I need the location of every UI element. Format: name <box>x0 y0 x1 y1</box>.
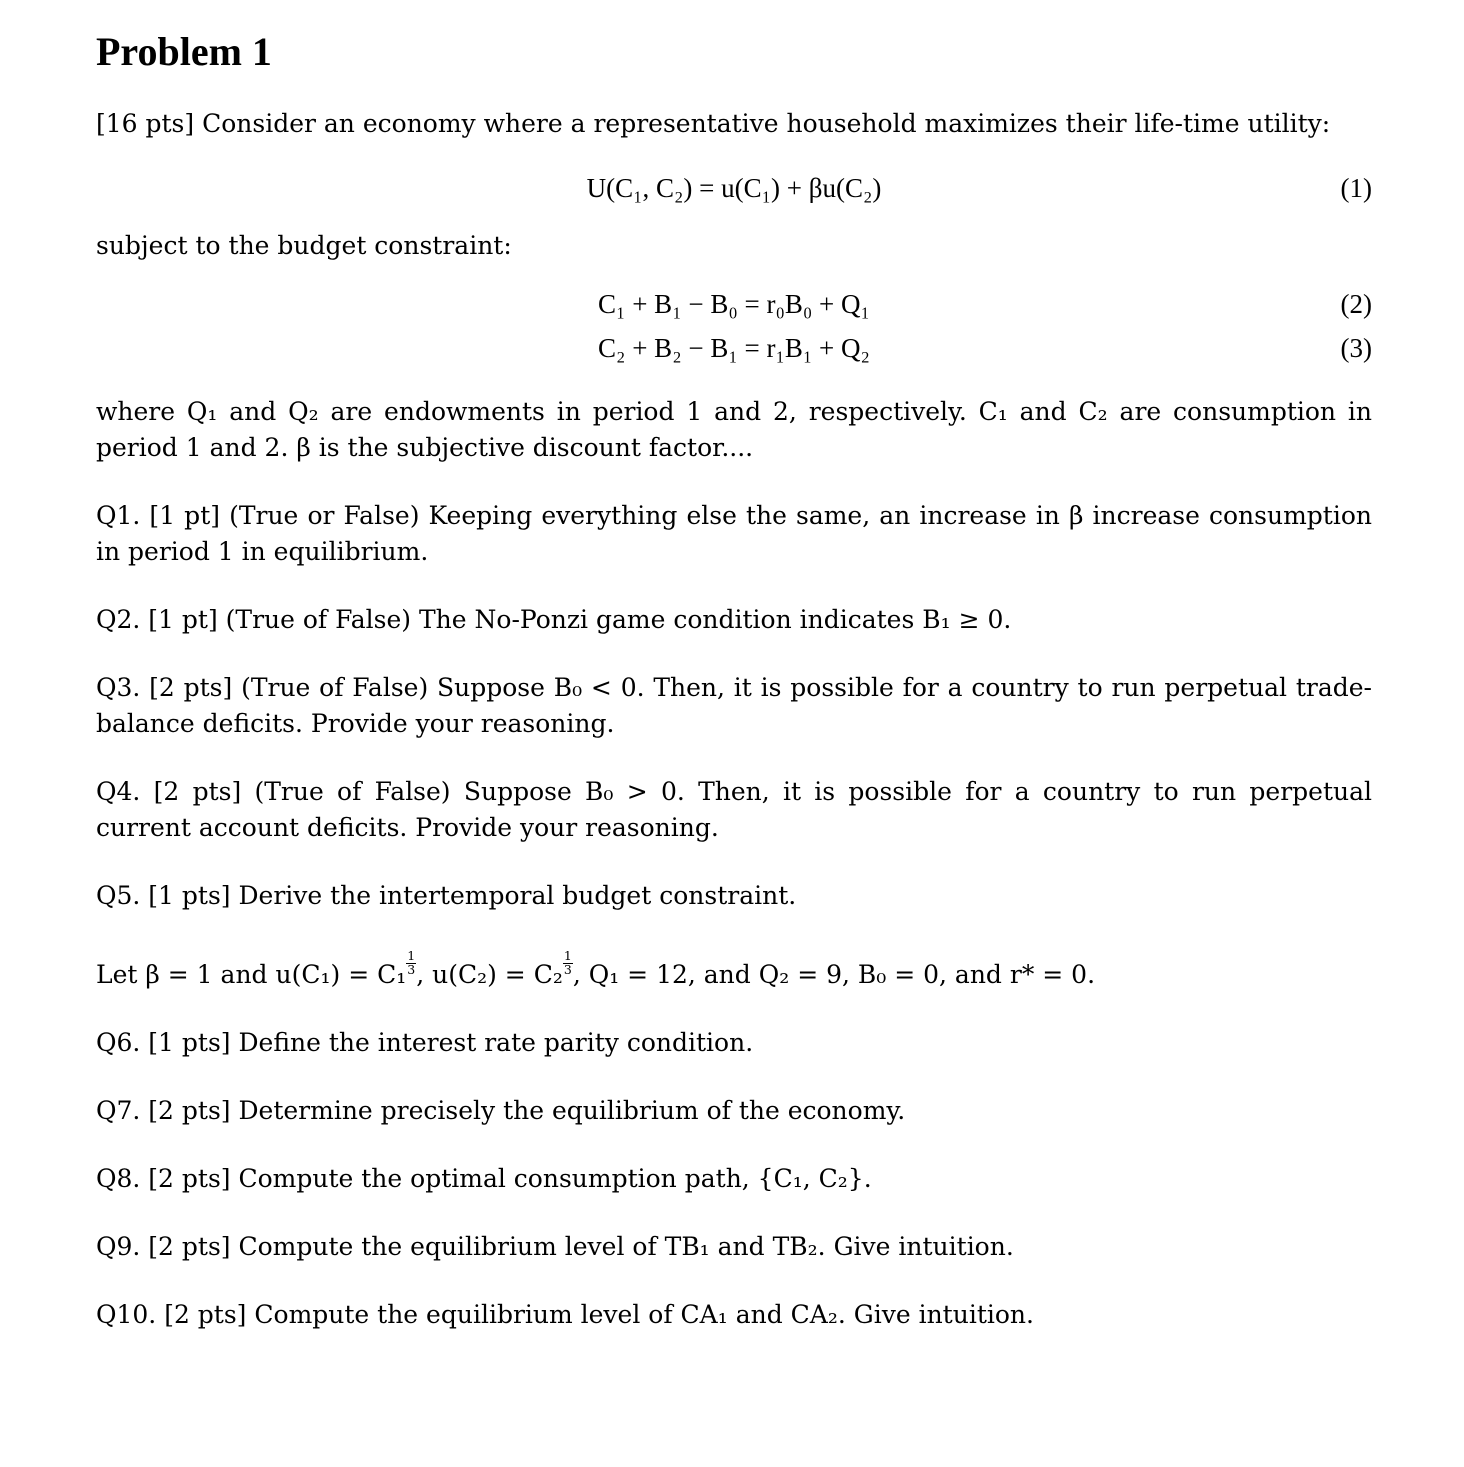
equation-2-number: (2) <box>1340 289 1372 319</box>
equation-1 <box>96 166 1372 210</box>
let-assumptions <box>96 950 1372 993</box>
equation-1-number: (1) <box>1340 173 1372 203</box>
question-1: Q1. [1 pt] (True or False) Keeping everything else the same, an increase in β increase consumption in period 1 in equilibrium. <box>96 501 1372 566</box>
question-4: Q4. [2 pts] (True of False) Suppose B₀ > 0. Then, it is possible for a country to run perpetual current account deficits. Provide your reasoning. <box>96 777 1372 842</box>
equation-2-expression: C₁ + B₁ − B₀ = r₀B₀ + Q₁ <box>598 289 870 319</box>
question-7: Q7. [2 pts] Determine precisely the equilibrium of the economy. <box>96 1095 906 1125</box>
budget-constraint-equations <box>96 282 1372 370</box>
exponent-fraction-1: $\frac{1}{3}$ <box>407 948 416 977</box>
question-2: Q2. [1 pt] (True of False) The No-Ponzi game condition indicates B₁ ≥ 0. <box>96 605 1012 634</box>
question-9: Q9. [2 pts] Compute the equilibrium level of TB₁ and TB₂. Give intuition. <box>96 1231 1014 1261</box>
question-10: Q10. [2 pts] Compute the equilibrium level of CA₁ and CA₂. Give intuition. <box>96 1299 1034 1329</box>
where-paragraph: where Q₁ and Q₂ are endowments in period 1 and 2, respectively. C₁ and C₂ are consumption in period 1 and 2. β is the subjective discount factor.... <box>96 397 1372 462</box>
equation-3-expression: C₂ + B₂ − B₁ = r₁B₁ + Q₂ <box>598 333 870 363</box>
page-title: Problem 1 <box>96 29 272 74</box>
document-page <box>96 30 1372 1333</box>
intro-paragraph: [16 pts] Consider an economy where a representative household maximizes their life-time utility: <box>96 109 1331 138</box>
question-6: Q6. [1 pts] Define the interest rate parity condition. <box>96 1027 754 1057</box>
question-8: Q8. [2 pts] Compute the optimal consumption path, {C₁, C₂}. <box>96 1163 872 1193</box>
equation-3-number: (3) <box>1340 333 1372 363</box>
subject-to-text: subject to the budget constraint: <box>96 231 512 260</box>
equation-2 <box>96 282 1372 326</box>
question-3: Q3. [2 pts] (True of False) Suppose B₀ < 0. Then, it is possible for a country to run perpetual trade-balance deficits. Provide your reasoning. <box>96 673 1372 738</box>
equation-1-expression: U(C₁, C₂) = u(C₁) + βu(C₂) <box>586 173 882 203</box>
exponent-fraction-2: $\frac{1}{3}$ <box>563 948 572 977</box>
let-part-1: Let β = 1 and u(C₁) = C₁ <box>96 959 407 989</box>
let-part-3: , Q₁ = 12, and Q₂ = 9, B₀ = 0, and r* = 0. <box>572 959 1096 989</box>
let-part-2: , u(C₂) = C₂ <box>416 959 563 989</box>
equation-3 <box>96 326 1372 370</box>
question-5: Q5. [1 pts] Derive the intertemporal budget constraint. <box>96 881 797 910</box>
